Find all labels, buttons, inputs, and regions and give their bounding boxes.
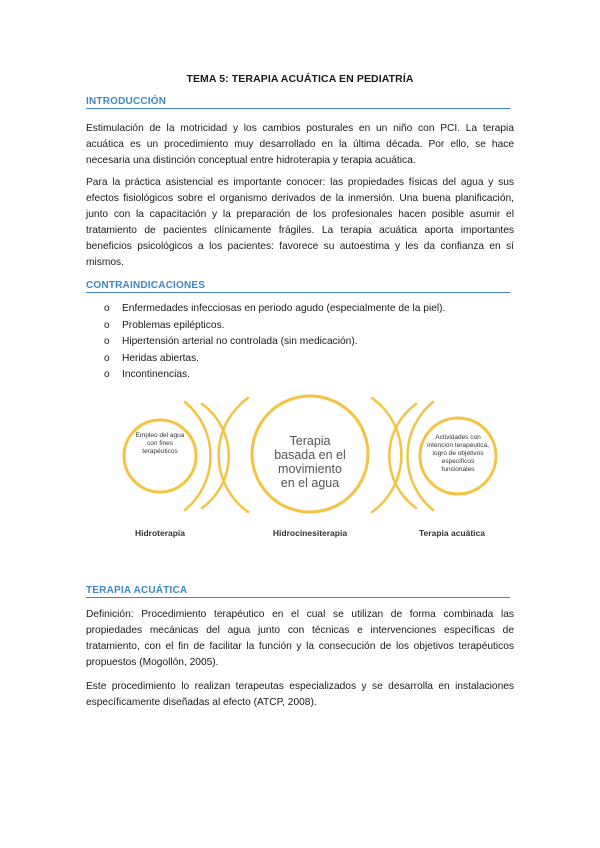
bullet-marker: o (104, 303, 110, 314)
label-terapia-acuatica: Terapia acuática (419, 528, 485, 538)
arc-right-1 (389, 404, 416, 508)
bullet-marker: o (104, 319, 110, 331)
heading-contraindicaciones: CONTRAINDICACIONES (86, 280, 510, 293)
list-item (86, 334, 516, 351)
terapia-paragraph-1: Definición: Procedimiento terapéutico en el cual se utilizan de forma combinada las propiedades mecánicas del agua junto con técnicas e intervenciones específicas de tratamiento, con el fin de facilitar la función y la consecución de los objetivos terapéuticos propuestos (Mogollón, 2005). (86, 609, 514, 668)
label-hidrocinesiterapia: Hidrocinesiterapia (272, 528, 348, 538)
arc-left-2 (202, 404, 229, 508)
arc-left-1 (185, 402, 210, 510)
list-item-text: Enfermedades infecciosas en periodo agudo (especialmente de la piel). (122, 303, 446, 314)
list-item (86, 301, 516, 318)
list-item-text: Heridas abiertas. (122, 352, 200, 364)
page-title: TEMA 5: TERAPIA ACUÁTICA EN PEDIATRÍA (186, 73, 414, 85)
bullet-marker: o (104, 369, 110, 380)
center-circle-text: Terapia basada en el movimiento en el agua (274, 434, 346, 490)
heading-introduccion: INTRODUCCIÓN (86, 96, 510, 109)
arc-center-left (219, 398, 248, 512)
intro-paragraph-2: Para la práctica asistencial es importante conocer: las propiedades físicas del agua y sus efectos fisiológicos sobre el organismo derivados de la inmersión. Una buena planificación, junto con la capacitación y la preparación de los profesionales hacen posible asumir el tratamiento de pacientes clínicamente frágiles. La terapia acuática aporta importantes beneficios psicológicos a los pacientes: favorece su autoestima y les da confianza en sí mismos. (86, 177, 514, 268)
list-item (86, 351, 516, 368)
arc-center-right (372, 398, 401, 512)
left-circle (124, 420, 196, 492)
heading-terapia-acuatica: TERAPIA ACUÁTICA (86, 585, 510, 598)
bullet-marker: o (104, 352, 110, 364)
bullet-marker: o (104, 336, 110, 347)
concept-diagram (100, 394, 520, 554)
list-item (86, 318, 516, 335)
label-hidroterapia: Hidroterapia (134, 528, 186, 538)
list-item-text: Problemas epilépticos. (122, 319, 225, 331)
terapia-paragraph-2: Este procedimiento lo realizan terapeutas especializados y se desarrolla en instalaciones específicamente diseñadas al efecto (ATCP, 2008). (86, 681, 514, 708)
contraindications-list (86, 301, 516, 384)
left-circle-text: Empleo del agua con fines terapéuticos (135, 432, 185, 455)
intro-paragraph-1: Estimulación de la motricidad y los cambios posturales en un niño con PCI. La terapia acuática es un procedimiento muy desarrollado en la última década. Por ello, se hace necesaria una distinción conceptual entre hidroterapia y terapia acuática. (86, 123, 514, 166)
list-item-text: Hipertensión arterial no controlada (sin medicación). (122, 336, 358, 347)
list-item-text: Incontinencias. (122, 369, 190, 380)
right-circle-text: Actividades con intención terapéutica, logro de objetivos específicos funcionales (427, 434, 489, 473)
list-item (86, 367, 516, 384)
